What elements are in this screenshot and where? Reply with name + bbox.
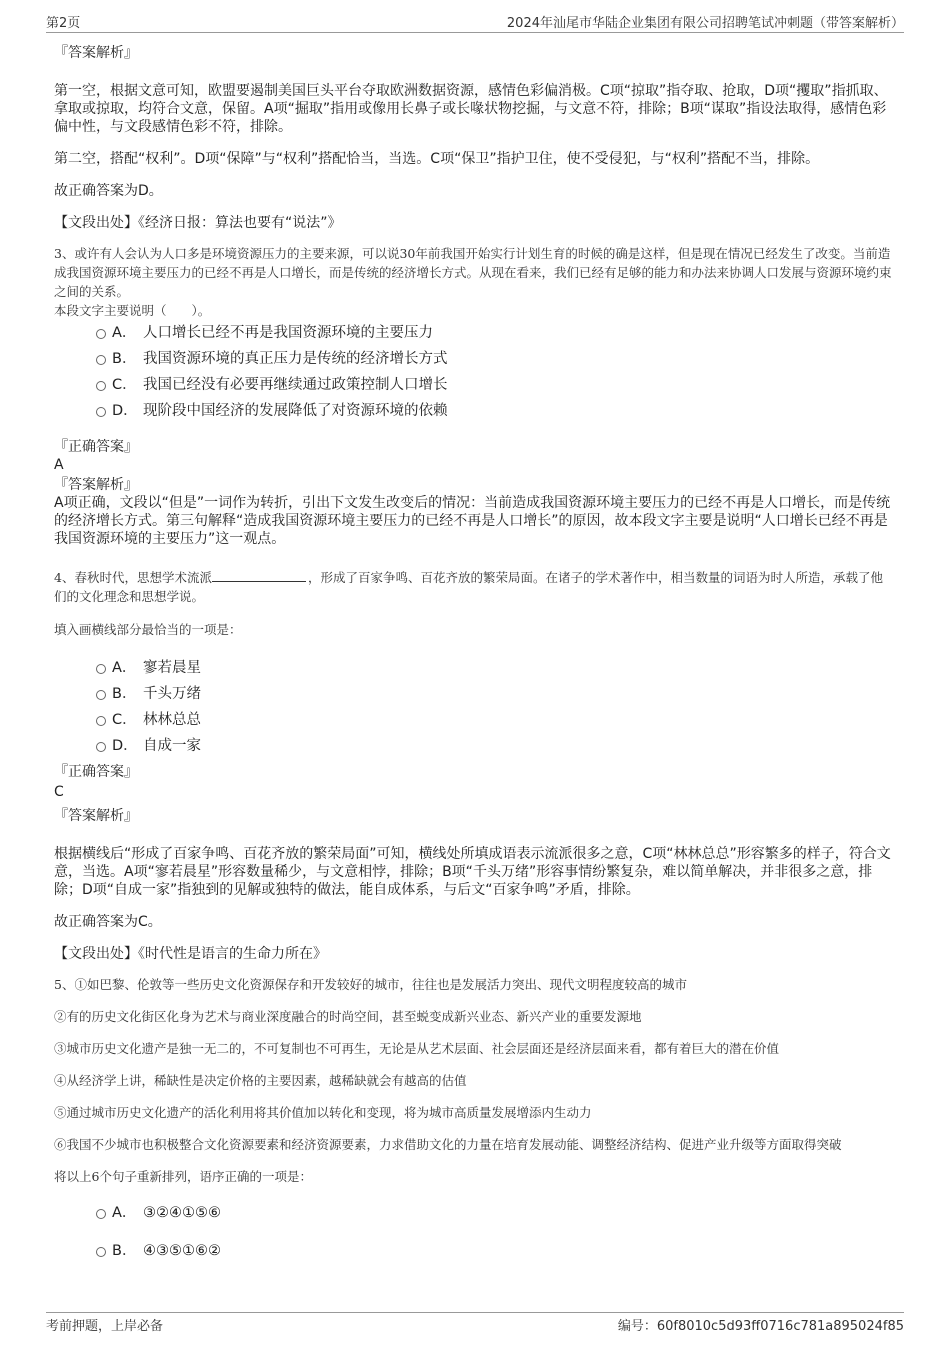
radio-icon[interactable]: [96, 664, 106, 674]
q4-option-b[interactable]: B． 千头万绪: [54, 685, 894, 711]
q4-option-a[interactable]: A． 寥若晨星: [54, 659, 894, 685]
radio-icon[interactable]: [96, 690, 106, 700]
page-number: 第2页: [46, 16, 81, 31]
document-body: [54, 44, 894, 1268]
q5-sentence-5: ⑤通过城市历史文化遗产的活化利用将其价值加以转化和变现，将为城市高质量发展增添内生动力: [54, 1105, 592, 1120]
q5-options: [54, 1204, 894, 1268]
q5-section: [54, 975, 894, 1268]
q2-conclusion: 故正确答案为D。: [54, 183, 163, 199]
q3-section: [54, 244, 894, 548]
q5-sentence-6: ⑥我国不少城市也积极整合文化资源要素和经济资源要素，力求借助文化的力量在培育发展动能、调整经济结构、促进产业升级等方面取得突破: [54, 1137, 842, 1152]
q3-option-d[interactable]: D． 现阶段中国经济的发展降低了对资源环境的依赖: [54, 402, 894, 428]
q3-analysis: A项正确，文段以“但是”一词作为转折，引出下文发生改变后的情况：当前造成我国资源环境主要压力的已经不再是人口增长，而是传统的经济增长方式。第三句解释“造成我国资源环境主要压力的已经不再是人口增长”的原因，故本段文字主要是说明“人口增长已经不再是我国资源环境的主要压力”这一观点。: [54, 495, 891, 547]
q4-answer: C: [54, 784, 64, 800]
q3-stem: 3、或许有人会认为人口多是环境资源压力的主要来源，可以说30年前我国开始实行计划生育的时候的确是这样，但是现在情况已经发生了改变。当前造成我国资源环境主要压力的已经不再是人口增长，而是传统的经济增长方式。从现在看来，我们已经有足够的能力和办法来协调人口发展与资源环境约束之间的关系。: [54, 246, 892, 299]
radio-icon[interactable]: [96, 716, 106, 726]
footer-divider: [46, 1312, 904, 1313]
q4-section: [54, 568, 894, 963]
q4-options: [54, 659, 894, 763]
fill-blank-line: [212, 569, 306, 582]
q4-answer-label: 『正确答案』: [54, 764, 138, 780]
q3-option-b[interactable]: B． 我国资源环境的真正压力是传统的经济增长方式: [54, 350, 894, 376]
q4-source: 【文段出处】《时代性是语言的生命力所在》: [54, 946, 327, 962]
radio-icon[interactable]: [96, 1247, 106, 1257]
document-id: 编号：60f8010c5d93ff0716c781a895024f85: [617, 1319, 904, 1334]
q4-option-d[interactable]: D． 自成一家: [54, 737, 894, 763]
q5-sentence-1: 5、①如巴黎、伦敦等一些历史文化资源保存和开发较好的城市，往往也是发展活力突出、现代文明程度较高的城市: [54, 977, 687, 992]
header-divider: [46, 32, 904, 33]
q5-sentence-4: ④从经济学上讲，稀缺性是决定价格的主要因素，越稀缺就会有越高的估值: [54, 1073, 467, 1088]
q4-analysis-label: 『答案解析』: [54, 808, 138, 824]
q2-analysis-section: [54, 44, 894, 232]
radio-icon[interactable]: [96, 381, 106, 391]
q4-prompt: 填入画横线部分最恰当的一项是：: [54, 622, 242, 637]
q3-analysis-label: 『答案解析』: [54, 477, 138, 493]
q3-option-a[interactable]: A． 人口增长已经不再是我国资源环境的主要压力: [54, 324, 894, 350]
q4-option-c[interactable]: C． 林林总总: [54, 711, 894, 737]
document-title: 2024年汕尾市华陆企业集团有限公司招聘笔试冲刺题（带答案解析）: [506, 16, 904, 31]
radio-icon[interactable]: [96, 329, 106, 339]
q3-options: [54, 324, 894, 428]
q4-analysis: 根据横线后“形成了百家争鸣、百花齐放的繁荣局面”可知，横线处所填成语表示流派很多之意，C项“林林总总”形容繁多的样子，符合文意，当选。A项“寥若晨星”形容数量稀少，与文意相悖，排除；B项“千头万绪”形容事情纷繁复杂，难以简单解决，并非很多之意，排除；D项“自成一家”指独到的见解或独特的做法，能自成体系，与后文“百家争鸣”矛盾，排除。: [54, 846, 891, 898]
radio-icon[interactable]: [96, 355, 106, 365]
q5-sentence-3: ③城市历史文化遗产是独一无二的，不可复制也不可再生，无论是从艺术层面、社会层面还是经济层面来看，都有着巨大的潜在价值: [54, 1041, 780, 1056]
q5-sentence-2: ②有的历史文化街区化身为艺术与商业深度融合的时尚空间，甚至蜕变成新兴业态、新兴产业的重要发源地: [54, 1009, 642, 1024]
q4-stem: 4、春秋时代，思想学术流派 ，形成了百家争鸣、百花齐放的繁荣局面。在诸子的学术著作中，相当数量的词语为时人所造，承载了他们的文化理念和思想学说。: [54, 570, 883, 604]
footer-slogan: 考前押题，上岸必备: [46, 1319, 164, 1334]
radio-icon[interactable]: [96, 742, 106, 752]
q3-option-c[interactable]: C． 我国已经没有必要再继续通过政策控制人口增长: [54, 376, 894, 402]
q5-option-a[interactable]: A． ③②④①⑤⑥: [54, 1204, 894, 1230]
q2-analysis-para1: 第一空，根据文意可知，欧盟要遏制美国巨头平台夺取欧洲数据资源，感情色彩偏消极。C项“掠取”指夺取、抢取，D项“攫取”指抓取、拿取或掠取，均符合文意，保留。A项“掘取”指用或像用长鼻子或长喙状物挖掘，与文意不符，排除；B项“谋取”指设法取得，感情色彩偏中性，与文段感情色彩不符，排除。: [54, 83, 888, 135]
q2-analysis-para2: 第二空，搭配“权利”。D项“保障”与“权利”搭配恰当，当选。C项“保卫”指护卫住，使不受侵犯，与“权利”搭配不当，排除。: [54, 151, 820, 167]
q3-prompt: 本段文字主要说明（ ）。: [54, 303, 211, 318]
q3-answer: A: [54, 457, 64, 473]
q2-source: 【文段出处】《经济日报：算法也要有“说法”》: [54, 215, 342, 231]
radio-icon[interactable]: [96, 407, 106, 417]
q5-prompt: 将以上6个句子重新排列，语序正确的一项是：: [54, 1169, 312, 1184]
q5-option-b[interactable]: B． ④③⑤①⑥②: [54, 1242, 894, 1268]
radio-icon[interactable]: [96, 1209, 106, 1219]
q3-answer-label: 『正确答案』: [54, 439, 138, 455]
q2-analysis-label: 『答案解析』: [54, 45, 138, 61]
q4-conclusion: 故正确答案为C。: [54, 914, 162, 930]
